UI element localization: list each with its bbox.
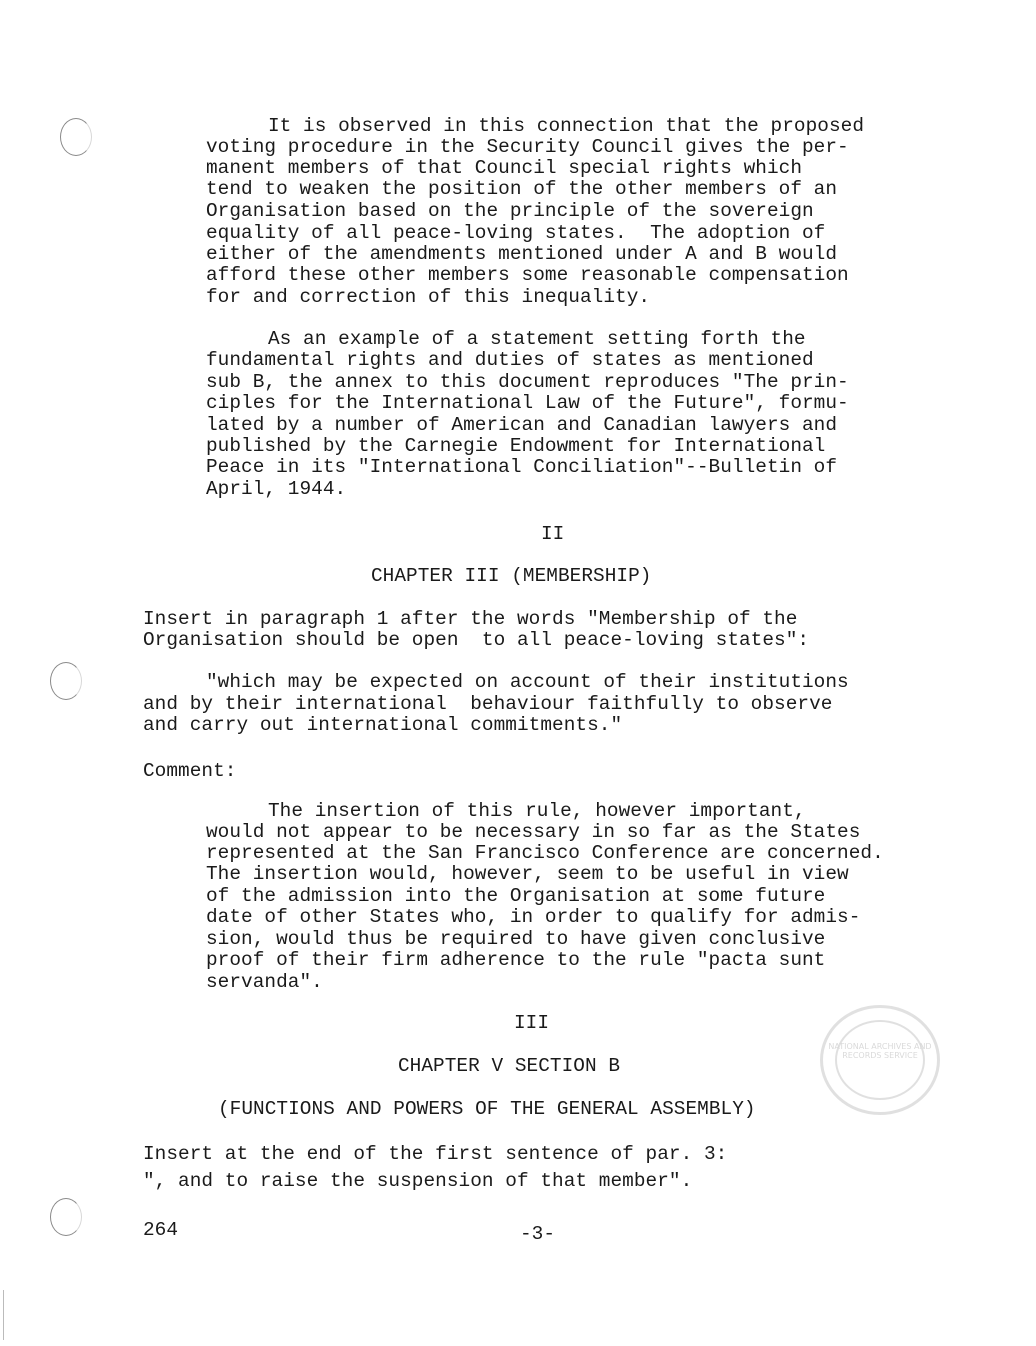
text-line: April, 1944. [206, 478, 347, 500]
text-line: for and correction of this inequality. [206, 286, 651, 308]
section-numeral-ii: II [541, 523, 565, 545]
text-line: Peace in its "International Conciliation"--Bulletin of [206, 456, 838, 478]
quoted-amendment-line: and carry out international commitments." [143, 714, 623, 736]
instruction-line: Organisation should be open to all peace-loving states": [143, 629, 810, 651]
text-line: The insertion would, however, seem to be useful in view [206, 863, 849, 885]
section-heading-membership: CHAPTER III (MEMBERSHIP) [371, 565, 652, 587]
section-numeral-iii: III [514, 1012, 550, 1034]
text-line: voting procedure in the Security Council gives the per- [206, 136, 849, 158]
text-line: lated by a number of American and Canadian lawyers and [206, 414, 838, 436]
comment-label: Comment: [143, 760, 237, 782]
punch-hole-top [60, 118, 92, 156]
text-line: either of the amendments mentioned under A and B would [206, 243, 838, 265]
archive-stamp-text: NATIONAL ARCHIVES AND RECORDS SERVICE [828, 1042, 932, 1060]
text-line: published by the Carnegie Endowment for International [206, 435, 826, 457]
instruction-line: ", and to raise the suspension of that member". [143, 1170, 693, 1192]
text-line: would not appear to be necessary in so far as the States [206, 821, 861, 843]
text-line: equality of all peace-loving states. The adoption of [206, 222, 826, 244]
instruction-line: Insert at the end of the first sentence of par. 3: [143, 1143, 728, 1165]
document-number: 264 [143, 1219, 179, 1241]
section-subheading: (FUNCTIONS AND POWERS OF THE GENERAL ASSEMBLY) [218, 1098, 756, 1120]
text-line: ciples for the International Law of the Future", formu- [206, 392, 849, 414]
text-line: It is observed in this connection that the proposed [268, 115, 864, 137]
text-line: date of other States who, in order to qualify for admis- [206, 906, 861, 928]
text-line: tend to weaken the position of the other members of an [206, 178, 838, 200]
page-number: -3- [520, 1223, 556, 1245]
text-line: sub B, the annex to this document reproduces "The prin- [206, 371, 849, 393]
text-line: fundamental rights and duties of states as mentioned [206, 349, 814, 371]
text-line: sion, would thus be required to have given conclusive [206, 928, 826, 950]
text-line: The insertion of this rule, however important, [268, 800, 806, 822]
quoted-amendment-line: "which may be expected on account of their institutions [206, 671, 849, 693]
text-line: manent members of that Council special rights which [206, 157, 802, 179]
text-line: afford these other members some reasonable compensation [206, 264, 849, 286]
archive-stamp [820, 1005, 940, 1115]
text-line: of the admission into the Organisation at some future [206, 885, 826, 907]
page-edge-mark [3, 1290, 4, 1340]
section-heading-chapter-v: CHAPTER V SECTION B [398, 1055, 621, 1077]
text-line: Organisation based on the principle of the sovereign [206, 200, 814, 222]
text-line: servanda". [206, 971, 323, 993]
text-line: represented at the San Francisco Conference are concerned. [206, 842, 884, 864]
text-line: As an example of a statement setting forth the [268, 328, 806, 350]
text-line: proof of their firm adherence to the rule "pacta sunt [206, 949, 826, 971]
quoted-amendment-line: and by their international behaviour faithfully to observe [143, 693, 833, 715]
instruction-line: Insert in paragraph 1 after the words "Membership of the [143, 608, 798, 630]
punch-hole-middle [50, 662, 82, 700]
punch-hole-bottom [50, 1198, 82, 1236]
archive-stamp-ring [835, 1020, 925, 1100]
